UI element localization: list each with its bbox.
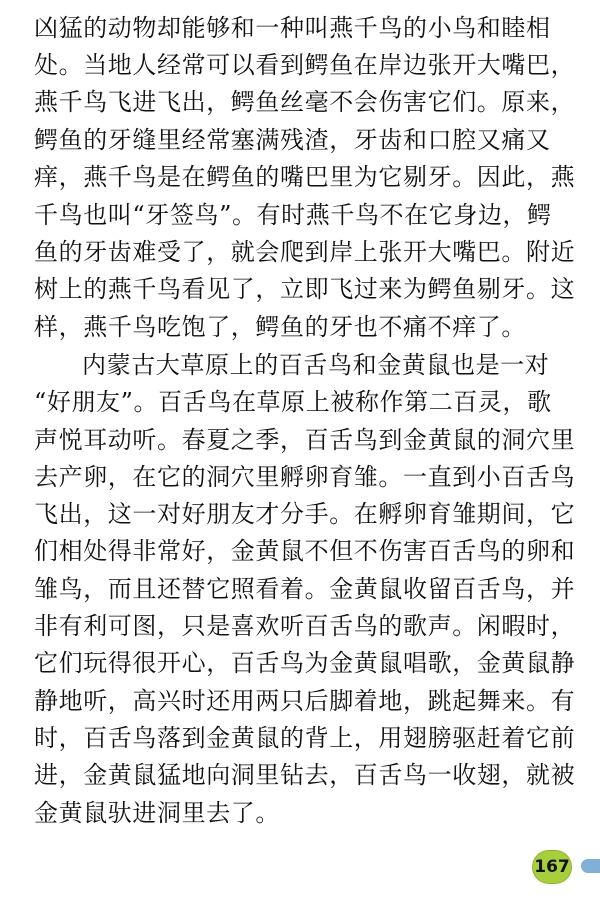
text-line: 鱼的牙齿难受了，就会爬到岸上张开大嘴巴。附近 [34,238,576,266]
text-line: 们相处得非常好，金黄鼠不但不伤害百舌鸟的卵和 [34,537,576,565]
text-line: 非有利可图，只是喜欢听百舌鸟的歌声。闲暇时， [34,612,576,640]
page-number-badge [532,850,572,884]
text-line: 雏鸟，而且还替它照看着。金黄鼠收留百舌鸟，并 [34,575,576,603]
text-line: 鳄鱼的牙缝里经常塞满残渣，牙齿和口腔又痛又 [34,126,551,154]
text-line: 静地听，高兴时还用两只后脚着地，跳起舞来。有 [34,687,576,715]
text-line: 飞出，这一对好朋友才分手。在孵卵育雏期间，它 [34,500,576,528]
page-edge-tab [581,859,600,873]
page-number: 167 [534,857,570,877]
text-line: “好朋友”。百舌鸟在草原上被称作第二百灵，歌 [34,388,552,416]
text-line: 声悦耳动听。春夏之季，百舌鸟到金黄鼠的洞穴里 [34,426,576,454]
text-line: 凶猛的动物却能够和一种叫燕千鸟的小鸟和睦相 [34,14,551,42]
text-line: 时，百舌鸟落到金黄鼠的背上，用翅膀驱赶着它前 [34,724,576,752]
paragraph-first-line: 内蒙古大草原上的百舌鸟和金黄鼠也是一对 [82,351,550,379]
text-line: 燕千鸟飞进飞出，鳄鱼丝毫不会伤害它们。原来， [34,88,576,116]
text-line: 去产卵，在它的洞穴里孵卵育雏。一直到小百舌鸟 [34,463,576,491]
text-line: 样，燕千鸟吃饱了，鳄鱼的牙也不痛不痒了。 [34,313,526,341]
text-line: 树上的燕千鸟看见了，立即飞过来为鳄鱼剔牙。这 [34,275,576,303]
text-line: 痒，燕千鸟是在鳄鱼的嘴巴里为它剔牙。因此，燕 [34,163,576,191]
text-line: 处。当地人经常可以看到鳄鱼在岸边张开大嘴巴， [34,51,576,79]
text-line: 金黄鼠驮进洞里去了。 [34,799,280,827]
text-line: 它们玩得很开心，百舌鸟为金黄鼠唱歌，金黄鼠静 [34,649,576,677]
text-line: 千鸟也叫“牙签鸟”。有时燕千鸟不在它身边，鳄 [34,201,552,229]
text-line: 进，金黄鼠猛地向洞里钻去，百舌鸟一收翅，就被 [34,761,576,789]
